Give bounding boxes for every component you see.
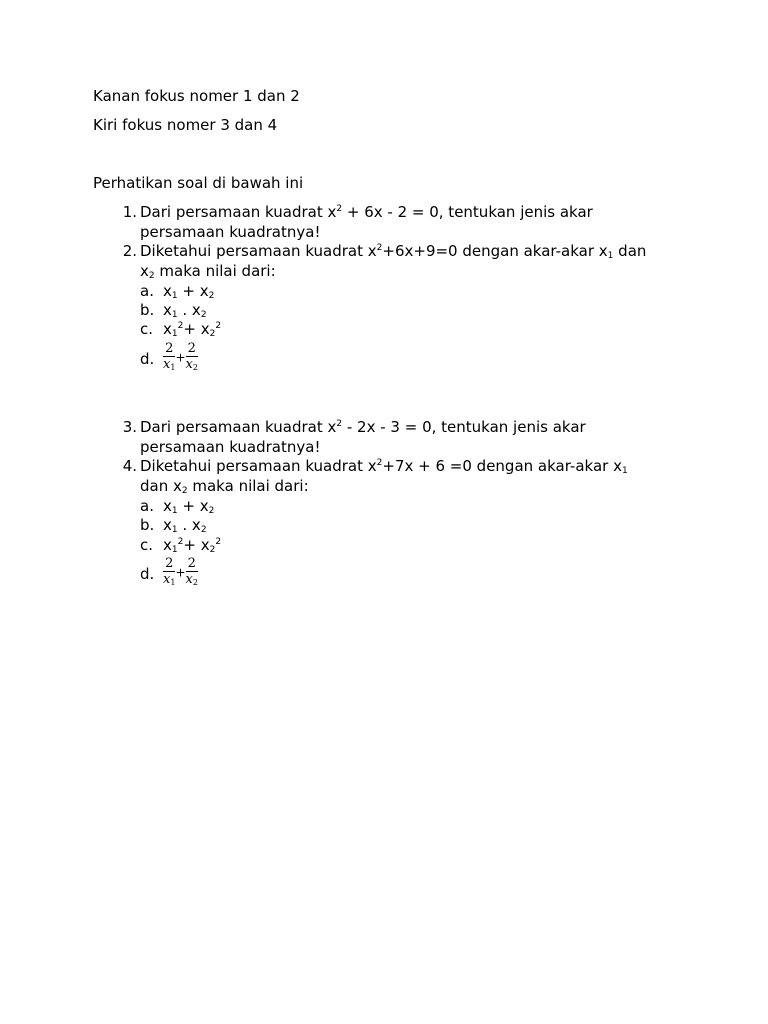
question-number: 2. <box>122 242 137 260</box>
fraction: $\frac{2}{x2}$ <box>185 556 198 587</box>
question-number: 4. <box>122 457 137 475</box>
question-text: Dari persamaan kuadrat $x^2 - 2x - 3 = 0$, tentukan jenis akar persamaan kuadratnya! <box>140 418 586 456</box>
expression: $x_1 + x_2$ <box>163 497 215 516</box>
fraction: $\frac{2}{x2}$ <box>185 341 198 372</box>
fraction-expression: $\frac{2}{x1}$ + $\frac{2}{x2}$ <box>163 341 198 375</box>
expression: $x_1$ . $x_2$ <box>163 301 207 320</box>
fraction: $\frac{2}{x1}$ <box>163 341 176 372</box>
fraction: $\frac{2}{x1}$ <box>163 556 176 587</box>
document-page: Kanan fokus nomer 1 dan 2 Kiri fokus nomer 3 dan 4 Perhatikan soal di bawah ini 1. Dari persamaan kuadrat $x^2 + 6x - 2 = 0$, tentukan jenis akar persamaan kuadratnya! 2. Diketahui persamaan kuadrat $x^2+6x+9=0$ dengan akar-akar $x_1$ dan $x_2$ maka nilai dari: a. $x_1 + x_2$ b. $x_1$ . $x_2$ c. $x_1^2+ x_2^2$ d. $\frac{2}{x1}$ + $\frac{2}{x2}$ 3. Dari persamaan kuadrat $x^2 - 2x - 3 = 0$, tentukan jenis akar persamaan kuadratnya! 4. Diketahui persamaan kuadrat $x^2+7x + 6 =0$ dengan akar-akar $x_1$ dan $x_2$ maka nilai dari: a. $x_1 + x_2$ b. $x_1$ . $x_2$ c. $x_1^2+ x_2^2$ d. $\frac{2}{x1}$ + $\frac{2}{x2}$ <box>0 0 768 1024</box>
expression: $x_1^2+ x_2^2$ <box>163 320 222 339</box>
question-number: 3. <box>122 418 137 436</box>
fraction-expression: $\frac{2}{x1}$ + $\frac{2}{x2}$ <box>163 556 198 590</box>
expression: $x_1 + x_2$ <box>163 282 215 301</box>
expression: $x_1$ . $x_2$ <box>163 516 207 535</box>
expression: $x_1^2+ x_2^2$ <box>163 536 222 555</box>
question-number: 1. <box>122 203 137 221</box>
question-text: Diketahui persamaan kuadrat $x^2+6x+9=0$ dengan akar-akar $x_1$ dan $x_2$ maka nilai dari: <box>140 242 647 281</box>
question-text: Diketahui persamaan kuadrat $x^2+7x + 6 =0$ dengan akar-akar $x_1$ dan $x_2$ maka nilai dari: <box>140 457 628 496</box>
header-line-2: Kiri fokus nomer 3 dan 4 <box>93 116 278 134</box>
header-line-1: Kanan fokus nomer 1 dan 2 <box>93 87 300 105</box>
question-text: Dari persamaan kuadrat $x^2 + 6x - 2 = 0$, tentukan jenis akar persamaan kuadratnya! <box>140 203 593 241</box>
intro-text: Perhatikan soal di bawah ini <box>93 174 304 192</box>
